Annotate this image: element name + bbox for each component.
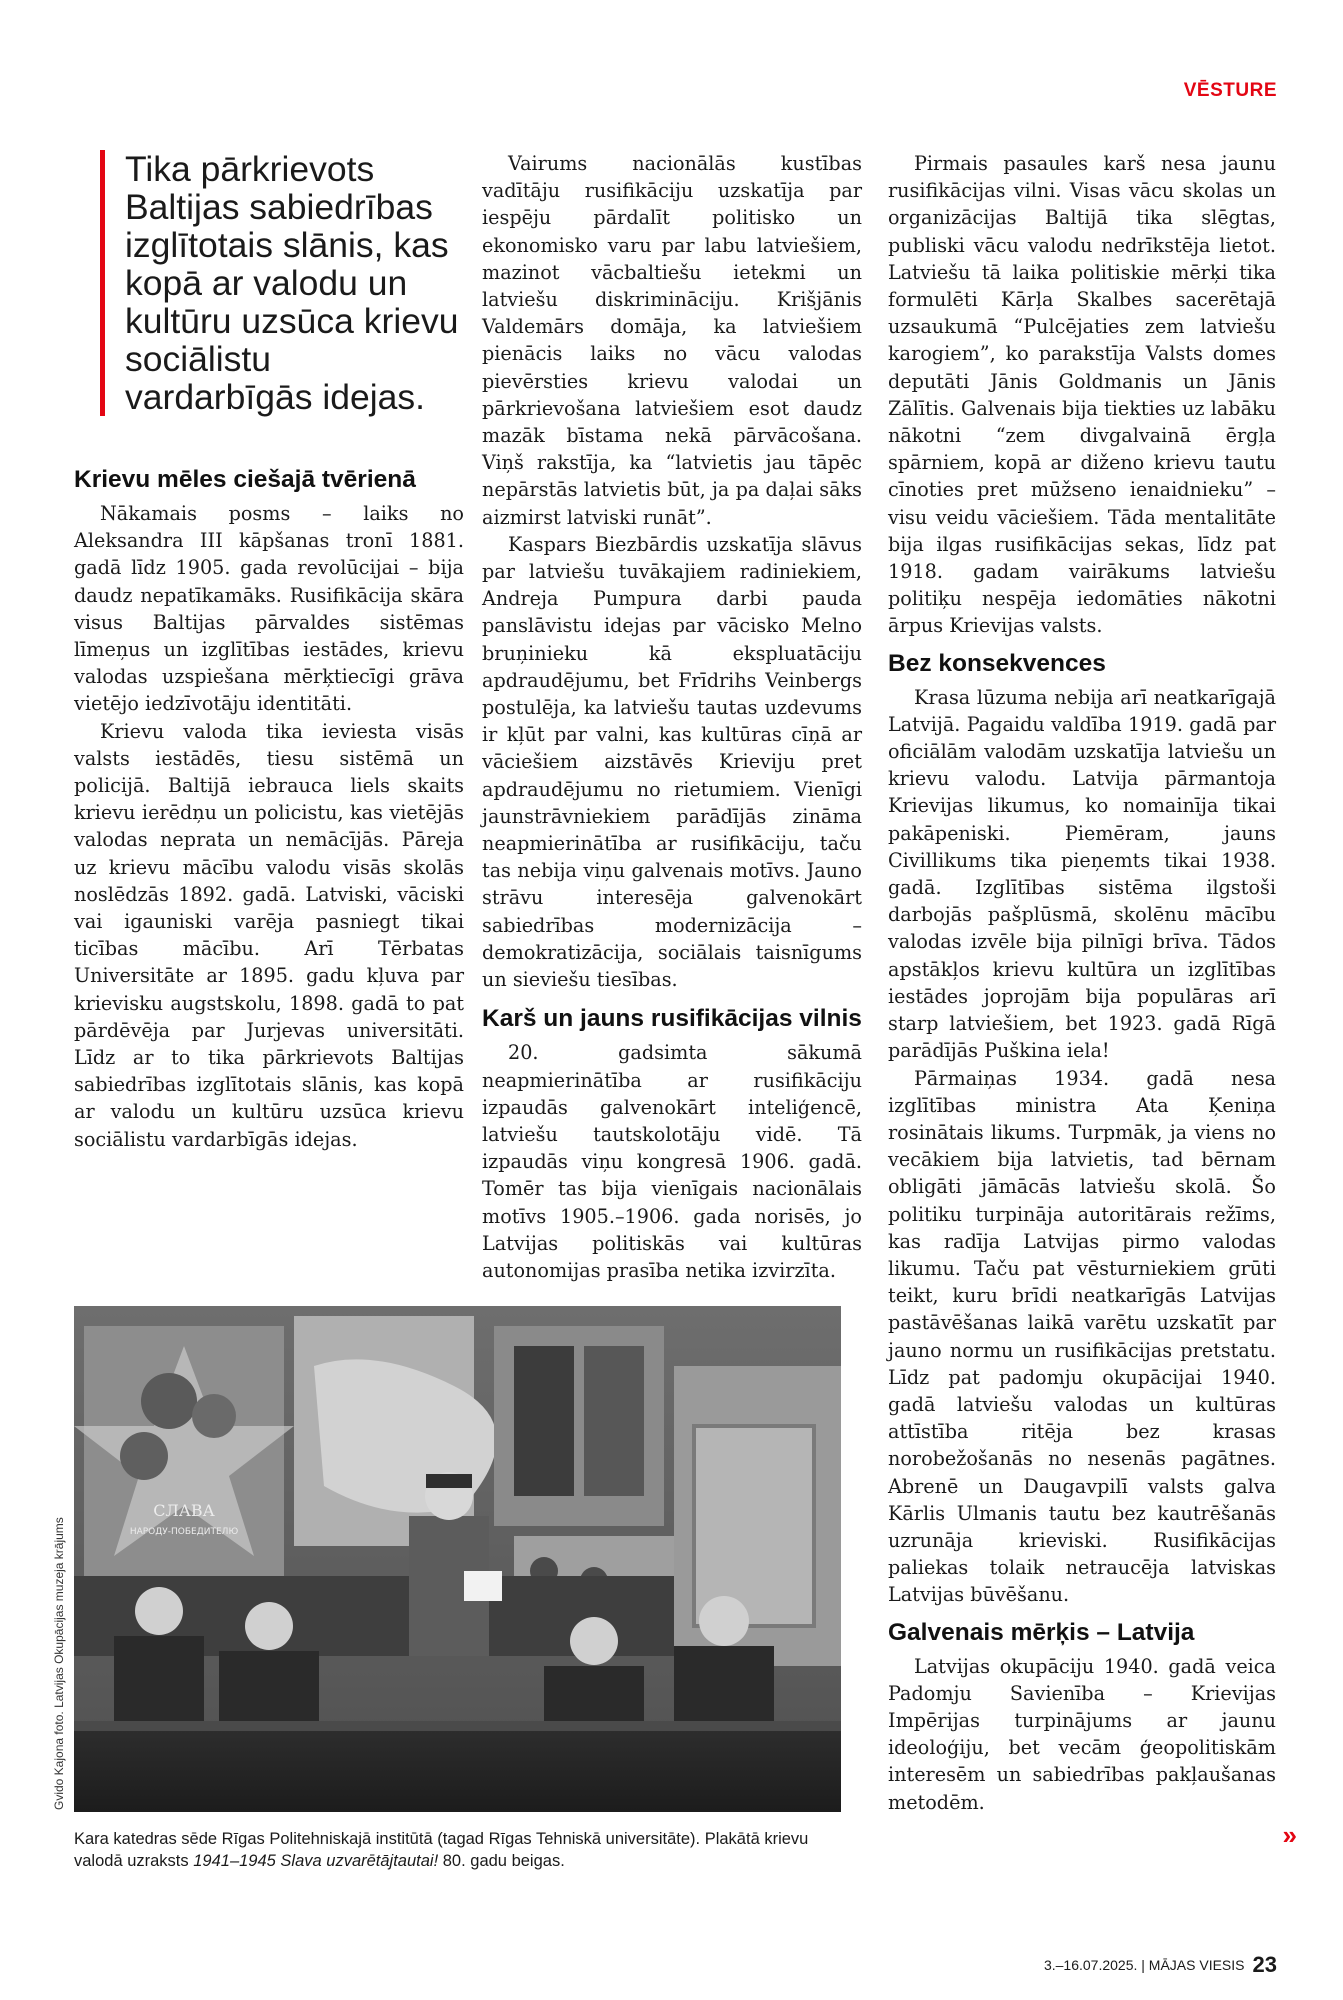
photo-illustration <box>74 1306 841 1812</box>
photo-credit: Gvido Kajona foto. Latvijas Okupācijas muzeja krājums <box>52 1517 66 1810</box>
column-1 <box>74 150 464 1153</box>
pull-quote: Tika pārkrievots Baltijas sabiedrības izglītotais slānis, kas kopā ar valodu un kultūru uzsūca krievu sociālistu vardarbīgās idejas. <box>100 150 464 416</box>
photo-caption <box>74 1828 854 1872</box>
column-2 <box>482 150 862 1284</box>
poster-slogan-1: СЛАВА <box>153 1501 215 1520</box>
paragraph: Nākamais posms – laiks no Aleksandra III kāpšanas tronī 1881. gadā līdz 1905. gada revolūcijai – bija daudz nepatīkamāks. Rusifikācija skāra visus Baltijas pārvaldes sistēmas līmeņus un izglītības iestādes, krievu valodas uzspiešana mērķtiecīgi grāva vietējo iedzīvotāju identitāti. <box>74 502 464 716</box>
heading-kars: Karš un jauns rusifikācijas vilnis <box>482 1005 862 1033</box>
heading-galvenais-merkis: Galvenais mērķis – Latvija <box>888 1618 1195 1646</box>
poster-slogan-2: НАРОДУ-ПОБЕДИТЕЛЮ <box>129 1527 239 1537</box>
continue-arrow-icon: » <box>1282 1820 1297 1850</box>
caption-date: 80. gadu beigas. <box>438 1852 565 1870</box>
paragraph: Vairums nacionālās kustības vadītāju rusifikāciju uzskatīja par iespēju pārdalīt politisko un ekonomisko varu par labu latviešiem, mazinot vācbaltiešu ietekmi un latviešu diskrimināciju. Krišjānis Valdemārs domāja, ka latviešiem pienācis laiks no vācu valodas pievērsties krievu valodai un pārkrievošana latviešiem esot daudz mazāk bīstama nekā pārvācošana. Viņš rakstīja, ka “latvietis jau tāpēc nepārstās latvietis būt, ja pa daļai sāks aizmirst latviski runāt”. <box>482 152 862 529</box>
issue-info: 3.–16.07.2025. | MĀJAS VIESIS <box>1043 1957 1245 1973</box>
paragraph: Pārmaiņas 1934. gadā nesa izglītības ministra Ata Ķeniņa rosinātais likums. Turpmāk, ja viens no vecākiem bija latvietis, tad bērnam obligāti jāmācās latviešu skolā. Šo politiku turpināja autoritārais režīms, kas radīja Latvijas pirmo valodas likumu. Taču pat vēsturniekiem grūti teikt, kuru brīdi neatkarīgās Latvijas pastāvēšanas laikā varētu uzskatīt par jauno normu un rusifikācijas pretstatu. Līdz pat padomju okupācijai 1940. gadā latviešu valodas un kultūras attīstība ritēja bez krasas norobežošanās no nesenās pagātnes. Abrenē un Daugavpilī valsts galva Kārlis Ulmanis tautu bez kautrēšanās uzrunāja krieviski. Rusifikācijas paliekas tolaik netraucēja latviskas Latvijas būvēšanu. <box>888 1066 1276 1607</box>
column-3 <box>888 150 1276 1816</box>
caption-text: Kara katedras sēde Rīgas Politehniskajā institūtā (tagad Rīgas Tehniskā universitāte). Plakātā krievu valodā uzraksts <box>74 1830 809 1870</box>
historical-photo <box>74 1306 841 1812</box>
heading-krievu-meles: Krievu mēles ciešajā tvērienā <box>74 466 416 493</box>
section-label: VĒSTURE <box>1183 80 1277 101</box>
caption-italic: 1941–1945 Slava uzvarētājtautai! <box>193 1852 439 1870</box>
page-footer <box>1044 1952 1277 1978</box>
paragraph: Kaspars Biezbārdis uzskatīja slāvus par latviešu tuvākajiem radiniekiem, Andreja Pumpura darbi pauda panslāvistu idejas par vācisko Melno bruņinieku kā ekspluatāciju apdraudējumu, bet Frīdrihs Veinbergs postulēja, ka latviešu tautas uzdevums ir kļūt par valni, kas kultūras cīņā ar vāciešiem aizstāvēs Krieviju pret apdraudējumu no rietumiem. Vienīgi jaunstrāvniekiem parādījās zināma neapmierinātība ar rusifikāciju, taču tas nebija viņu galvenais motīvs. Jauno strāvu interesēja galvenokārt sabiedrības modernizācija – demokratizācija, sociālais taisnīgums un sieviešu tiesības. <box>482 532 862 992</box>
paragraph: 20. gadsimta sākumā neapmierinātība ar rusifikāciju izpaudās galvenokārt inteliģencē, latviešu tautskolotāju vidē. Tā izpaudās viņu kongresā 1906. gadā. Tomēr tas bija vienīgais nacionālais motīvs 1905.–1906. gada norisēs, jo Latvijas politiskās vai kultūras autonomijas prasība netika izvirzīta. <box>482 1041 862 1282</box>
paragraph: Krievu valoda tika ieviesta visās valsts iestādēs, tiesu sistēmā un policijā. Baltijā iebrauca liels skaits krievu ierēdņu un policistu, kas vietējās valodas neprata un nemācījās. Pāreja uz krievu mācību valodu visās skolās noslēdzās 1892. gadā. Latviski, vāciski vai igauniski varēja pasniegt tikai ticības mācību. Arī Tērbatas Universitāte ar 1895. gadu kļuva par krievisku augstskolu, 1898. gadā to pat pārdēvēja par Jurjevas universitāti. Līdz ar to tika pārkrievots Baltijas sabiedrības izglītotais slānis, kas kopā ar valodu un kultūru uzsūca krievu sociālistu vardarbīgās idejas. <box>74 719 464 1151</box>
paragraph: Pirmais pasaules karš nesa jaunu rusifikācijas vilni. Visas vācu skolas un organizācijas Baltijā tika slēgtas, publiski vācu valodu nedrīkstēja lietot. Latviešu tā laika politiskie mērķi tika formulēti Kārļa Skalbes sacerētajā uzsaukumā “Pulcējaties zem latviešu karogiem”, ko parakstīja Valsts domes deputāti Jānis Goldmanis un Jānis Zālītis. Galvenais bija tiekties uz labāku nākotni “zem divgalvainā ērgļa spārniem, kopā ar diženo krievu tautu cīnoties pret mūžseno ienaidnieku” – visu veidu vāciešiem. Tāda mentalitāte bija ilgas rusifikācijas sekas, līdz pat 1918. gadam vairākums latviešu politiķu nespēja iedomāties nākotni ārpus Krievijas valsts. <box>888 152 1276 638</box>
page-number: 23 <box>1252 1952 1277 1977</box>
paragraph: Krasa lūzuma nebija arī neatkarīgajā Latvijā. Pagaidu valdība 1919. gadā par oficiālām valodām uzskatīja latviešu un krievu valodu. Latvija pārmantoja Krievijas likumus, ko nomainīja tikai pakāpeniski. Piemēram, jauns Civillikums tika pieņemts tikai 1938. gadā. Izglītības sistēma ilgstoši darbojās pašplūsmā, skolēnu mācību valodas izvēle bija pilnīgi brīva. Tādos apstākļos krievu kultūra un izglītības iestādes joprojām bija populāras arī starp latviešiem, bet 1923. gadā Rīgā parādījās Puškina iela! <box>888 685 1276 1063</box>
paragraph: Latvijas okupāciju 1940. gadā veica Padomju Savienība – Krievijas Impērijas turpinājums ar jaunu ideoloģiju, bet vecām ģeopolitiskām interesēm un sabiedrības pakļaušanas metodēm. <box>888 1654 1276 1814</box>
heading-bez-konsekvences: Bez konsekvences <box>888 649 1106 677</box>
